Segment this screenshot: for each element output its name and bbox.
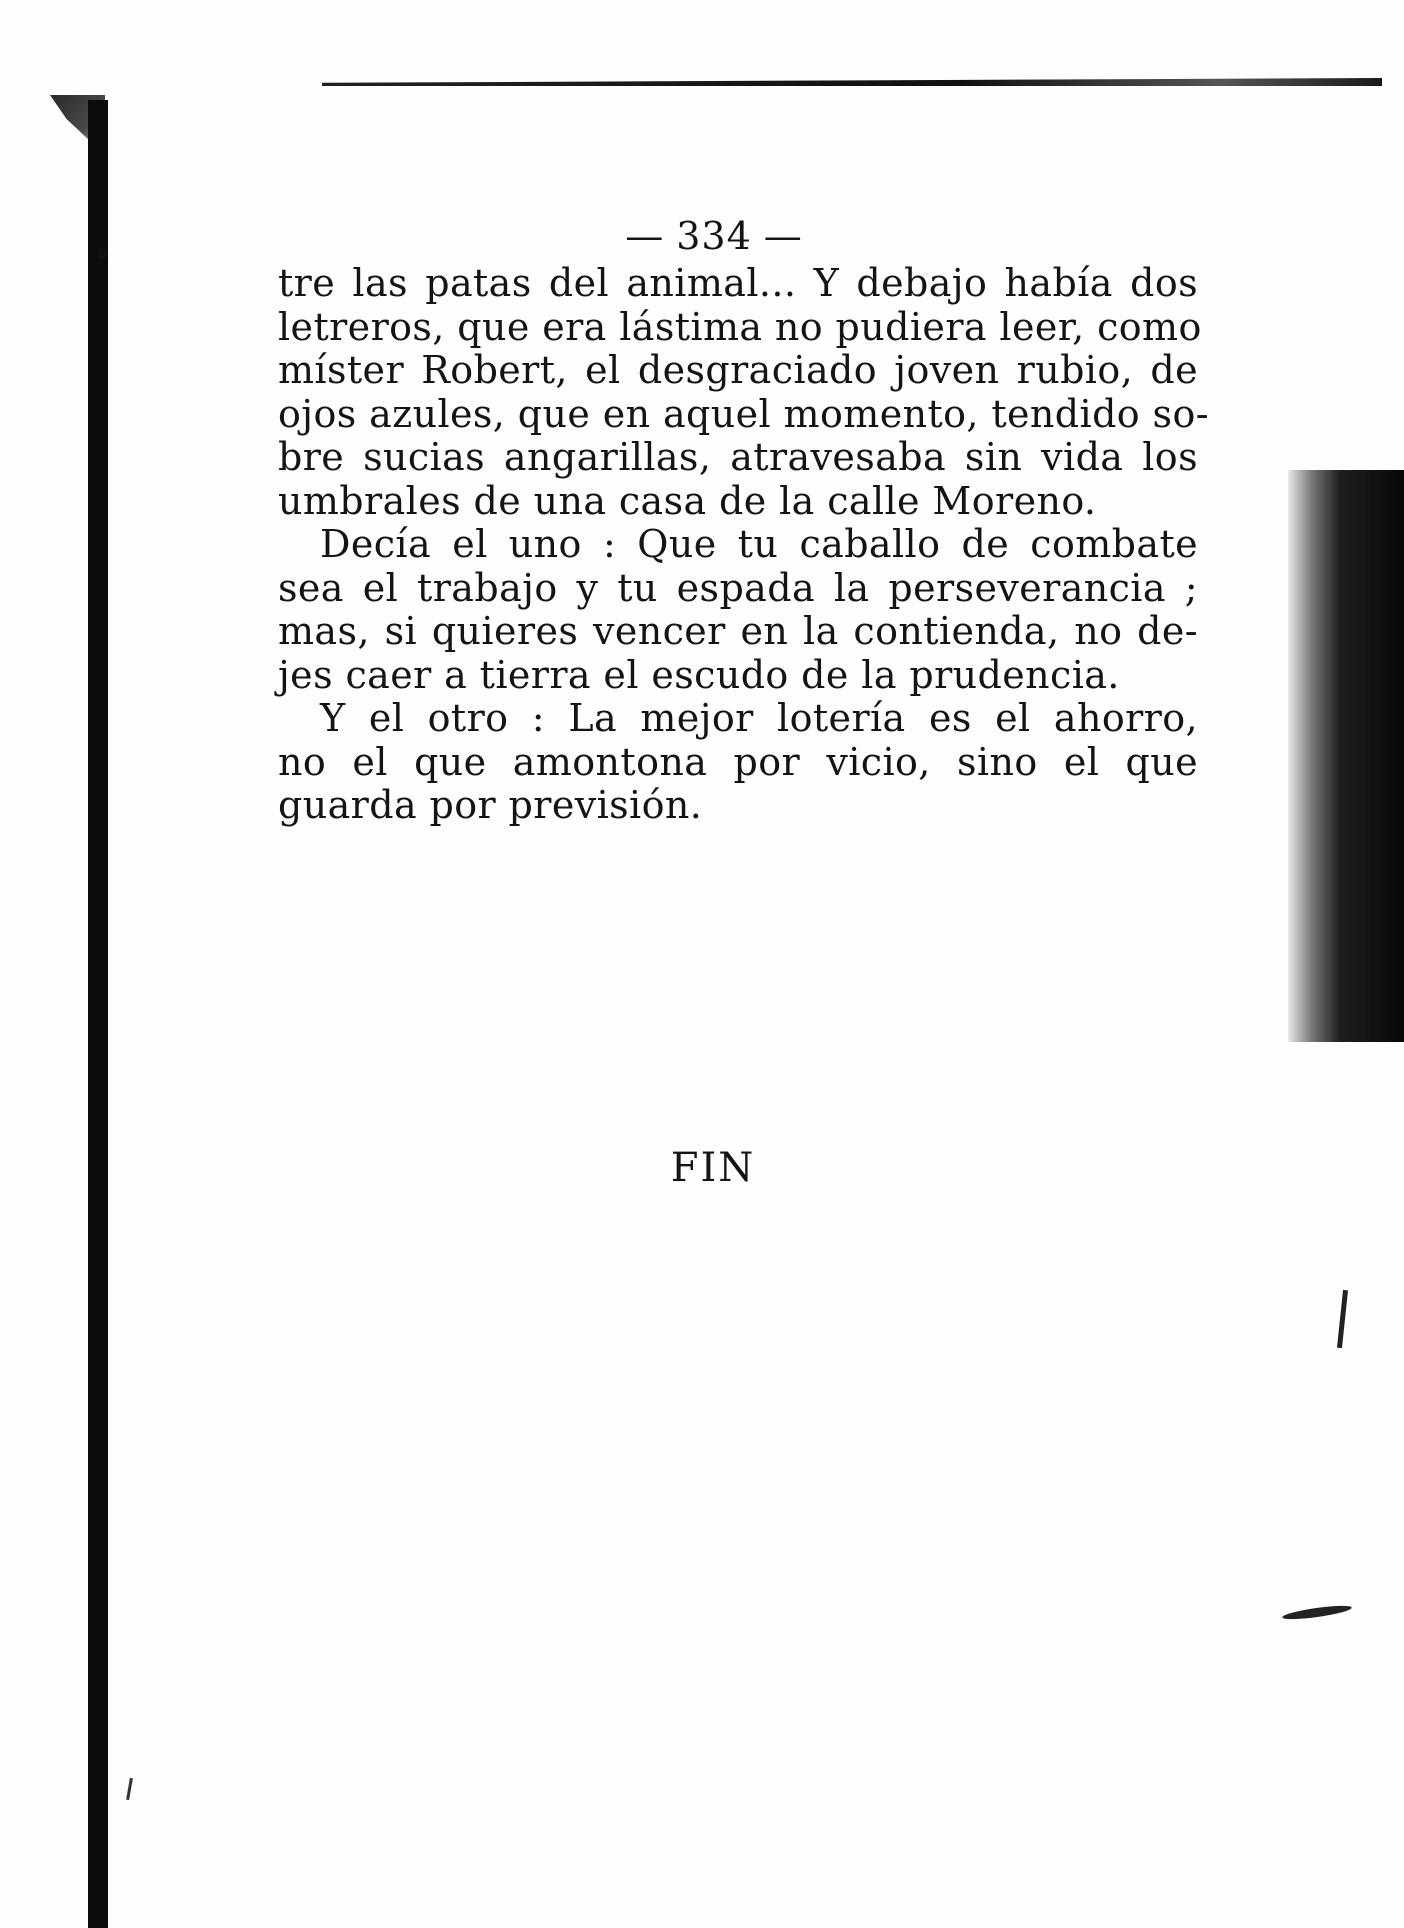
text-line: tre las patas del animal... Y debajo había dos xyxy=(278,261,1198,305)
page-number-prefix: — xyxy=(625,214,665,258)
text-line: mas, si quieres vencer en la contienda, no de- xyxy=(278,609,1198,653)
ink-speck xyxy=(126,1778,133,1800)
text-line: sea el trabajo y tu espada la perseverancia ; xyxy=(278,565,1198,610)
text-line: Decía el uno : Que tu caballo de combate xyxy=(320,522,1198,566)
text-line: Y el otro : La mejor lotería es el ahorro, xyxy=(320,696,1198,740)
page-number-value: 334 xyxy=(676,214,752,258)
text-line: guarda por previsión. xyxy=(278,783,703,827)
page-number xyxy=(0,212,1404,260)
page-number-suffix: — xyxy=(763,214,803,258)
text-line: jes caer a tierra el escudo de la prudencia. xyxy=(278,652,1120,697)
text-line: ojos azules, que en aquel momento, tendido so- xyxy=(278,391,1209,436)
text-line: míster Robert, el desgraciado joven rubio, de xyxy=(278,348,1198,392)
binding-shadow xyxy=(88,100,108,1928)
ink-speck xyxy=(1337,1290,1348,1348)
top-rule xyxy=(322,78,1382,86)
end-mark: FIN xyxy=(670,1145,756,1191)
text-line: letreros, que era lástima no pudiera leer, como xyxy=(278,304,1202,349)
text-line: bre sucias angarillas, atravesaba sin vida los xyxy=(278,435,1198,479)
body-text xyxy=(278,261,1209,828)
text-line: no el que amontona por vicio, sino el que xyxy=(278,739,1198,784)
ink-speck xyxy=(1282,1603,1353,1622)
text-line: umbrales de una casa de la calle Moreno. xyxy=(278,478,1097,523)
next-page-edge-shadow xyxy=(1288,470,1404,1042)
